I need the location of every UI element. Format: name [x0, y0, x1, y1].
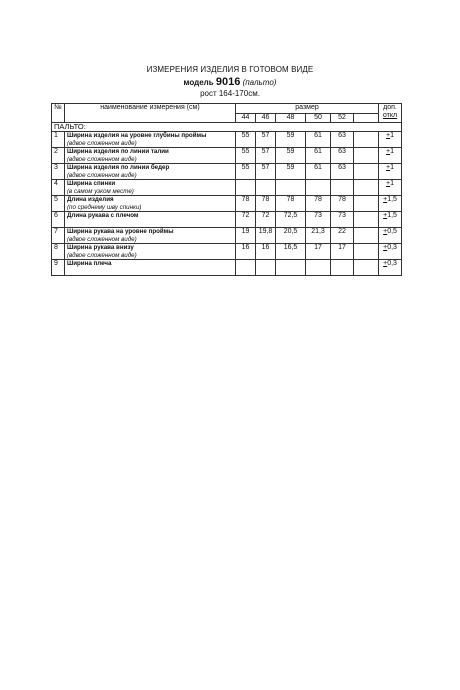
- row-value-44: [236, 260, 256, 276]
- row-value-46: 78: [256, 196, 276, 212]
- row-value-48: 20,5: [276, 228, 306, 244]
- model-number: 9016: [215, 76, 241, 88]
- row-measurement: [65, 180, 236, 196]
- table-row: [52, 196, 402, 212]
- row-value-48: 16,5: [276, 244, 306, 260]
- row-tolerance: [379, 228, 402, 244]
- row-measurement: [65, 228, 236, 244]
- row-value-46: 72: [256, 212, 276, 228]
- row-value-50: [306, 180, 331, 196]
- row-value-52: 78: [331, 196, 354, 212]
- measurement-name: Ширина спинки: [67, 180, 116, 187]
- row-tolerance: [379, 148, 402, 164]
- row-value-50: 21,3: [306, 228, 331, 244]
- measurement-name: Ширина изделия по линии талии: [67, 148, 169, 155]
- measurement-table: [51, 103, 402, 276]
- row-tolerance: [379, 212, 402, 228]
- measurement-name: Ширина изделия по линии бедер: [67, 164, 170, 171]
- plus-minus-sign: +: [383, 244, 388, 251]
- row-value-44: 55: [236, 132, 256, 148]
- row-value-44: 78: [236, 196, 256, 212]
- row-value-44: [236, 180, 256, 196]
- row-number: 2: [52, 148, 65, 164]
- document-title: ИЗМЕРЕНИЯ ИЗДЕЛИЯ В ГОТОВОМ ВИДЕ: [146, 65, 314, 74]
- row-value-52: 63: [331, 148, 354, 164]
- row-value-46: 57: [256, 132, 276, 148]
- row-measurement: [65, 196, 236, 212]
- row-empty: [354, 180, 379, 196]
- table-row: [52, 228, 402, 244]
- row-number: 3: [52, 164, 65, 180]
- row-tolerance: [379, 196, 402, 212]
- title-block: [0, 64, 460, 99]
- measurement-name: Ширина изделия на уровне глубины проймы: [67, 132, 207, 139]
- row-value-52: [331, 260, 354, 276]
- tolerance-value: 1,5: [387, 212, 397, 219]
- tolerance-value: 0,3: [387, 244, 397, 251]
- row-value-46: [256, 180, 276, 196]
- plus-minus-sign: +: [383, 212, 388, 219]
- row-number: 1: [52, 132, 65, 148]
- plus-minus-sign: +: [386, 164, 391, 171]
- row-empty: [354, 228, 379, 244]
- measurement-name: Ширина плеча: [67, 260, 112, 267]
- row-empty: [354, 164, 379, 180]
- table-row: [52, 164, 402, 180]
- row-value-50: 78: [306, 196, 331, 212]
- model-line: [0, 76, 460, 89]
- row-empty: [354, 212, 379, 228]
- section-row: [52, 123, 402, 132]
- plus-minus-sign: +: [386, 180, 391, 187]
- row-value-44: 16: [236, 244, 256, 260]
- row-empty: [354, 196, 379, 212]
- measurement-table-body: [52, 104, 402, 276]
- row-measurement: [65, 148, 236, 164]
- row-empty: [354, 148, 379, 164]
- row-value-50: 61: [306, 148, 331, 164]
- header-tolerance: [379, 104, 402, 123]
- measurement-name: Длина рукава с плечом: [67, 212, 139, 219]
- row-value-48: 59: [276, 148, 306, 164]
- row-value-48: [276, 260, 306, 276]
- row-tolerance: [379, 244, 402, 260]
- row-value-44: 72: [236, 212, 256, 228]
- row-tolerance: [379, 180, 402, 196]
- row-value-50: 73: [306, 212, 331, 228]
- row-value-50: 61: [306, 132, 331, 148]
- header-size: размер: [236, 104, 379, 114]
- header-tolerance-line1: доп.: [383, 104, 397, 111]
- table-row: [52, 260, 402, 276]
- row-value-52: 63: [331, 164, 354, 180]
- table-row: [52, 212, 402, 228]
- section-title: ПАЛЬТО:: [52, 123, 402, 132]
- tolerance-value: 1: [390, 132, 395, 139]
- row-value-50: 61: [306, 164, 331, 180]
- height-range: рост 164-170см.: [200, 89, 260, 98]
- row-value-48: [276, 180, 306, 196]
- tolerance-value: 1: [390, 180, 395, 187]
- size-48: 48: [276, 114, 306, 123]
- plus-minus-sign: +: [383, 196, 388, 203]
- row-empty: [354, 132, 379, 148]
- row-value-46: 57: [256, 164, 276, 180]
- measurement-note: (вдвое сложенном виде): [67, 155, 137, 163]
- model-kind: (пальто): [242, 78, 277, 87]
- measurement-name: Длина изделия: [67, 196, 114, 203]
- table-row: [52, 148, 402, 164]
- size-52: 52: [331, 114, 354, 123]
- row-measurement: [65, 244, 236, 260]
- table-row: [52, 132, 402, 148]
- row-measurement: [65, 212, 236, 228]
- model-label: модель: [183, 78, 214, 87]
- size-50: 50: [306, 114, 331, 123]
- row-number: 9: [52, 260, 65, 276]
- measurement-name: Ширина рукава на уровне проймы: [67, 228, 174, 235]
- tolerance-value: 1,5: [387, 196, 397, 203]
- row-value-48: 78: [276, 196, 306, 212]
- row-value-44: 19: [236, 228, 256, 244]
- row-tolerance: [379, 260, 402, 276]
- measurement-note: (вдвое сложенном виде): [67, 251, 137, 259]
- measurement-note: (в самом узком месте): [67, 187, 134, 195]
- row-value-52: 17: [331, 244, 354, 260]
- row-number: 8: [52, 244, 65, 260]
- measurement-note: (вдвое сложенном виде): [67, 139, 137, 147]
- row-tolerance: [379, 132, 402, 148]
- plus-minus-sign: +: [383, 260, 388, 267]
- row-value-52: 63: [331, 132, 354, 148]
- size-44: 44: [236, 114, 256, 123]
- header-measurement-name: наименование измерения (см): [65, 104, 236, 123]
- row-value-46: 16: [256, 244, 276, 260]
- row-value-46: [256, 260, 276, 276]
- row-value-52: 73: [331, 212, 354, 228]
- tolerance-value: 1: [390, 164, 395, 171]
- row-value-48: 72,5: [276, 212, 306, 228]
- row-empty: [354, 260, 379, 276]
- header-number: №: [52, 104, 65, 123]
- tolerance-value: 0,5: [387, 228, 397, 235]
- measurement-note: (вдвое сложенном виде): [67, 171, 137, 179]
- row-value-50: [306, 260, 331, 276]
- measurement-note: (по среднему шву спинки): [67, 203, 142, 211]
- row-number: 6: [52, 212, 65, 228]
- row-value-52: [331, 180, 354, 196]
- tolerance-value: 1: [390, 148, 395, 155]
- plus-minus-sign: +: [386, 148, 391, 155]
- row-value-48: 59: [276, 164, 306, 180]
- row-empty: [354, 244, 379, 260]
- header-tolerance-line2: откл: [382, 112, 398, 119]
- row-measurement: [65, 164, 236, 180]
- row-value-44: 55: [236, 148, 256, 164]
- row-value-46: 57: [256, 148, 276, 164]
- measurement-note: (вдвое сложенном виде): [67, 235, 137, 243]
- measurement-name: Ширина рукава внизу: [67, 244, 134, 251]
- size-empty: [354, 114, 379, 123]
- row-number: 7: [52, 228, 65, 244]
- row-value-48: 59: [276, 132, 306, 148]
- header-row: [52, 104, 402, 114]
- plus-minus-sign: +: [386, 132, 391, 139]
- row-tolerance: [379, 164, 402, 180]
- row-measurement: [65, 132, 236, 148]
- plus-minus-sign: +: [383, 228, 388, 235]
- size-46: 46: [256, 114, 276, 123]
- row-value-44: 55: [236, 164, 256, 180]
- row-value-52: 22: [331, 228, 354, 244]
- row-number: 4: [52, 180, 65, 196]
- tolerance-value: 0,3: [387, 260, 397, 267]
- table-row: [52, 244, 402, 260]
- row-number: 5: [52, 196, 65, 212]
- table-row: [52, 180, 402, 196]
- row-value-50: 17: [306, 244, 331, 260]
- row-value-46: 19,8: [256, 228, 276, 244]
- row-measurement: [65, 260, 236, 276]
